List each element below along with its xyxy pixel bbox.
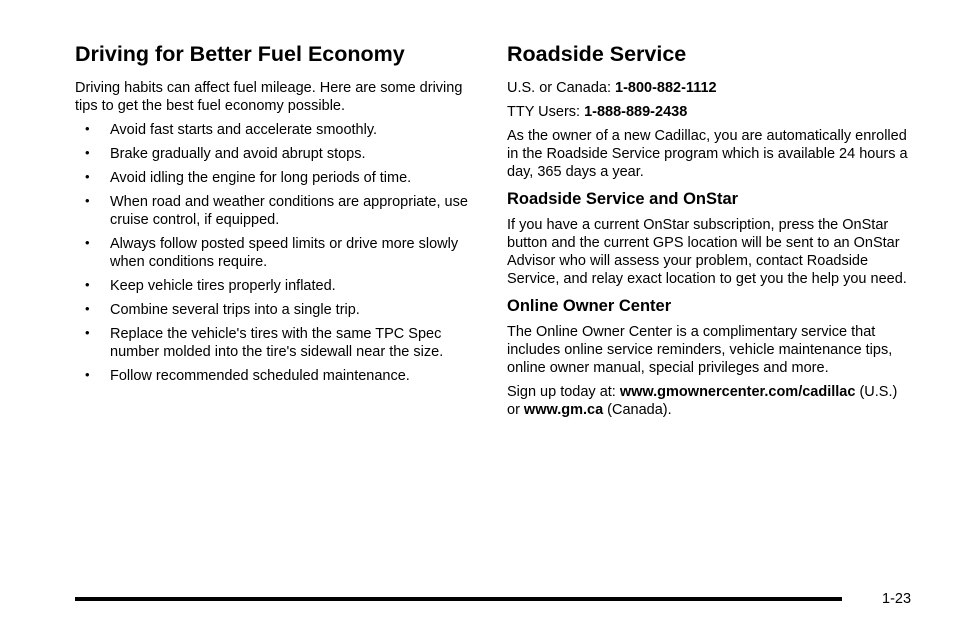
bullet-icon: •	[85, 367, 90, 382]
bullet-icon: •	[85, 325, 90, 340]
list-item	[75, 301, 470, 319]
bullet-icon: •	[85, 121, 90, 136]
us-canada-phone: 1-800-882-1112	[615, 80, 717, 96]
list-item	[75, 235, 470, 271]
list-item	[75, 367, 470, 385]
tip-text: Avoid fast starts and accelerate smoothly.	[110, 122, 378, 138]
list-item	[75, 277, 470, 295]
bullet-icon: •	[85, 277, 90, 292]
onstar-body: If you have a current OnStar subscription, press the OnStar button and the current GPS location will be sent to an OnStar Advisor who will assess your problem, contact Roadside Service, and relay exact location to get you the help you need.	[507, 217, 907, 287]
footer-rule	[75, 597, 842, 601]
right-column	[507, 40, 912, 425]
tip-text: Keep vehicle tires properly inflated.	[110, 278, 336, 294]
tty-phone: 1-888-889-2438	[584, 104, 688, 120]
us-suffix: (U.S.) or	[507, 384, 898, 418]
tip-text: Combine several trips into a single trip.	[110, 302, 360, 318]
page-number: 1-23	[882, 591, 912, 607]
signup-label: Sign up today at:	[507, 384, 620, 400]
fuel-tips-list	[75, 121, 470, 385]
us-canada-label: U.S. or Canada:	[507, 80, 615, 96]
owner-center-body: The Online Owner Center is a complimentary service that includes online service reminders, vehicle maintenance tips, online owner manual, special privileges and more.	[507, 324, 893, 376]
onstar-heading: Roadside Service and OnStar	[507, 190, 739, 208]
tip-text: Always follow posted speed limits or drive more slowly when conditions require.	[110, 236, 459, 270]
ca-suffix: (Canada).	[603, 402, 672, 418]
ca-url: www.gm.ca	[523, 402, 604, 418]
us-canada-phone-line	[507, 79, 912, 97]
tty-phone-line	[507, 103, 912, 121]
list-item	[75, 121, 470, 139]
bullet-icon: •	[85, 301, 90, 316]
list-item	[75, 325, 470, 361]
tip-text: Replace the vehicle's tires with the same TPC Spec number molded into the tire's sidewall near the size.	[110, 326, 444, 360]
tip-text: Avoid idling the engine for long periods of time.	[110, 170, 412, 186]
bullet-icon: •	[85, 145, 90, 160]
tip-text: When road and weather conditions are appropriate, use cruise control, if equipped.	[110, 194, 468, 228]
roadside-service-title: Roadside Service	[507, 42, 687, 66]
tty-label: TTY Users:	[507, 104, 585, 120]
fuel-economy-intro: Driving habits can affect fuel mileage. Here are some driving tips to get the best fuel economy possible.	[75, 80, 463, 114]
list-item	[75, 145, 470, 163]
list-item	[75, 193, 470, 229]
bullet-icon: •	[85, 235, 90, 250]
owner-paragraph: As the owner of a new Cadillac, you are automatically enrolled in the Roadside Service program which is available 24 hours a day, 365 days a year.	[507, 128, 908, 180]
signup-line	[507, 383, 912, 419]
us-url: www.gmownercenter.com/cadillac	[619, 384, 856, 400]
owner-center-heading: Online Owner Center	[507, 297, 672, 315]
bullet-icon: •	[85, 193, 90, 208]
list-item	[75, 169, 470, 187]
bullet-icon: •	[85, 169, 90, 184]
left-column	[75, 40, 470, 391]
tip-text: Brake gradually and avoid abrupt stops.	[110, 146, 366, 162]
tip-text: Follow recommended scheduled maintenance.	[110, 368, 410, 384]
fuel-economy-title: Driving for Better Fuel Economy	[75, 42, 405, 66]
